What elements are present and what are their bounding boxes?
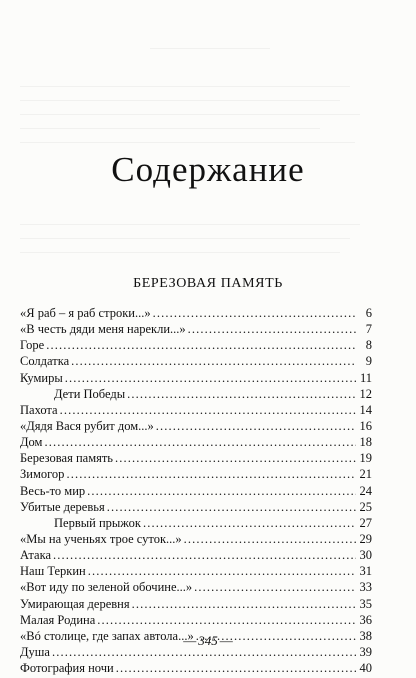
toc-entry-page: 8 [365,338,372,353]
toc-leader-dots [188,321,356,337]
toc-entry-page: 14 [359,402,372,417]
toc-entry [20,321,372,337]
toc-entry-page: 39 [359,644,372,659]
toc-leader-dots [66,466,356,482]
toc-entry-page: 11 [359,370,372,385]
toc-leader-dots [127,386,356,402]
toc-entry-title: Наш Теркин [20,564,86,579]
toc-entry-title: Пахота [20,402,58,417]
toc-entry [20,370,372,386]
toc-entry [20,596,372,612]
toc-entry-page: 9 [365,354,372,369]
toc-entry-page: 24 [359,483,372,498]
toc-entry [20,353,372,369]
toc-leader-dots [116,660,356,676]
toc-entry [20,386,372,402]
toc-entry [20,660,372,676]
toc-entry-title: Умирающая деревня [20,596,130,611]
toc-leader-dots [153,305,356,321]
toc-entry [20,612,372,628]
toc-entry-page: 35 [359,596,372,611]
toc-entry [20,579,372,595]
toc-entry [20,499,372,515]
toc-entry-page: 29 [359,531,372,546]
toc-entry [20,515,372,531]
toc-entry [20,434,372,450]
page-number-value: 345 [198,633,218,648]
toc-entry-page: 16 [359,418,372,433]
toc-entry-page: 27 [359,515,372,530]
toc-leader-dots [115,450,356,466]
toc-entry-page: 33 [359,580,372,595]
toc-leader-dots [132,596,356,612]
toc-entry [20,483,372,499]
toc-leader-dots [107,499,356,515]
toc-entry-title: Душа [20,644,50,659]
page-number [0,633,416,649]
toc-entry-page: 31 [359,564,372,579]
toc-entry-title: Зимогор [20,467,65,482]
toc-entry [20,531,372,547]
toc-entry-title: «Я раб – я раб строки...» [20,306,151,320]
toc-entry-title: «Дядя Вася рубит дом...» [20,418,154,433]
toc-entry-page: 12 [359,386,372,401]
toc-entry-page: 40 [359,661,372,676]
toc-entry-title: Атака [20,548,51,563]
toc-entry [20,337,372,353]
toc-entry-page: 18 [359,435,372,450]
toc-entry-title: «В честь дяди меня нарекли...» [20,322,186,337]
toc-entry-title: Горе [20,338,45,353]
toc-entry-title: Весь-то мир [20,483,86,498]
toc-leader-dots [194,579,356,595]
toc-entry [20,450,372,466]
toc-entry-title: Дом [20,435,43,450]
toc-entry-page: 21 [359,467,372,482]
toc-entry-page: 36 [359,612,372,627]
toc-entry [20,402,372,418]
page-title: Содержание [111,150,305,189]
toc-entry-title: Солдатка [20,354,70,369]
toc-leader-dots [44,434,356,450]
toc-leader-dots [46,337,356,353]
toc-leader-dots [87,483,356,499]
toc-entry-page: 7 [365,322,372,337]
toc-entry-title: «Вó столице, где запах автола...» [20,628,194,643]
toc-leader-dots [156,418,356,434]
toc-entry-page: 38 [359,628,372,643]
toc-entry-title: Кумиры [20,370,63,385]
toc-leader-dots [71,353,356,369]
section-heading: БЕРЕЗОВАЯ ПАМЯТЬ [133,276,283,291]
toc-entry [20,418,372,434]
toc-leader-dots [97,612,356,628]
toc-entry-page: 19 [359,451,372,466]
toc-entry-title: Дети Победы [54,386,126,401]
toc-entry-title: Березовая память [20,451,114,466]
toc-entry [20,547,372,563]
toc-entry-title: «Мы на ученьях трое суток...» [20,531,182,546]
toc-entry-page: 6 [365,306,372,320]
toc-entry-page: 25 [359,499,372,514]
toc-leader-dots [184,531,356,547]
toc-leader-dots [143,515,356,531]
toc-entry-title: «Вот иду по зеленой обочине...» [20,580,193,595]
toc-entry-title: Фотография ночи [20,661,114,676]
toc-leader-dots [60,402,356,418]
toc-entry [20,305,372,321]
toc-leader-dots [65,370,356,386]
toc-entry-title: Убитые деревья [20,499,105,514]
toc-entry-page: 30 [359,548,372,563]
toc-leader-dots [53,547,356,563]
table-of-contents [20,305,372,676]
toc-entry-title: Малая Родина [20,612,96,627]
toc-entry-title: Первый прыжок [54,515,141,530]
toc-entry [20,563,372,579]
toc-entry [20,466,372,482]
toc-leader-dots [88,563,356,579]
